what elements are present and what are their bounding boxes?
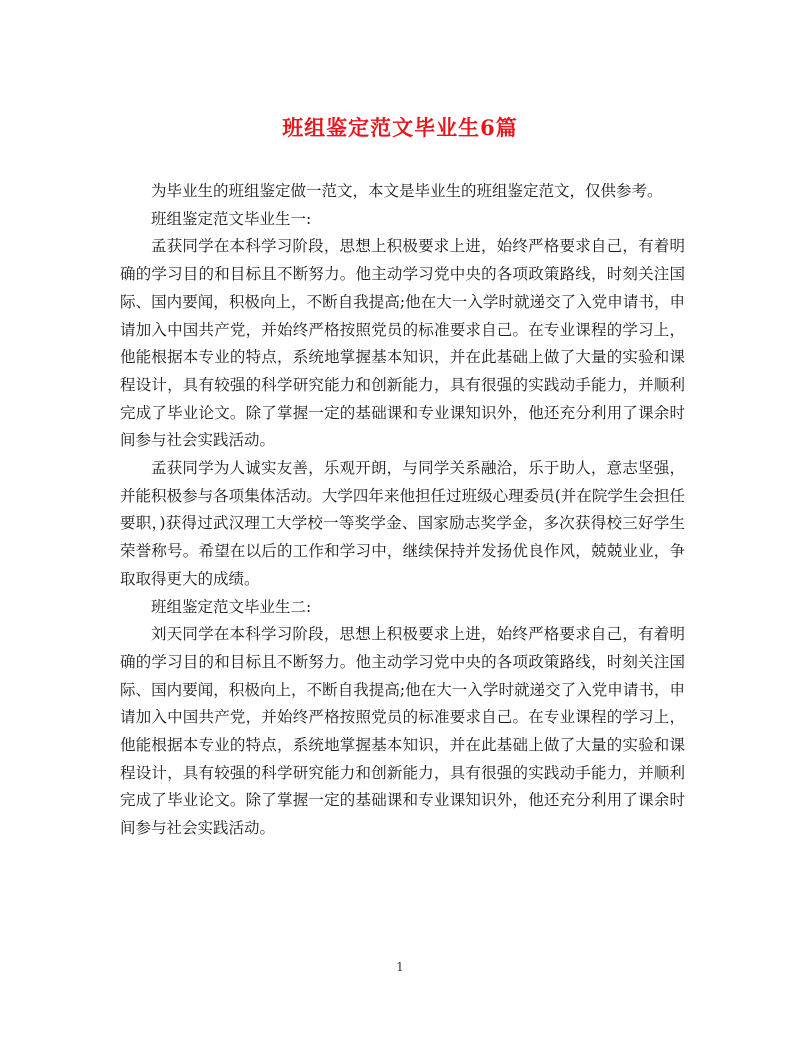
body-paragraph: 孟获同学为人诚实友善，乐观开朗，与同学关系融洽，乐于助人，意志坚强，并能积极参与各项集体活动。大学四年来他担任过班级心理委员(并在院学生会担任要职，)获得过武汉理工大学校一等奖学金、国家励志奖学金，多次获得校三好学生荣誉称号。希望在以后的工作和学习中，继续保持并发扬优良作风，兢兢业业，争取取得更大的成绩。 <box>120 459 685 588</box>
section-heading-two: 班组鉴定范文毕业生二: <box>151 597 312 616</box>
page-number: 1 <box>396 960 404 974</box>
intro-paragraph: 为毕业生的班组鉴定做一范文，本文是毕业生的班组鉴定范文，仅供参考。 <box>151 182 663 200</box>
body-paragraph: 孟获同学在本科学习阶段，思想上积极要求上进，始终严格要求自己，有着明确的学习目的和目标且不断努力。他主动学习党中央的各项政策路线，时刻关注国际、国内要闻，积极向上，不断自我提高;他在大一入学时就递交了入党申请书，申请加入中国共产党，并始终严格按照党员的标准要求自己。在专业课程的学习上，他能根据本专业的特点，系统地掌握基本知识，并在此基础上做了大量的实验和课程设计，具有较强的科学研究能力和创新能力，具有很强的实践动手能力，并顺利完成了毕业论文。除了掌握一定的基础课和专业课知识外，他还充分利用了课余时间参与社会实践活动。 <box>120 237 685 450</box>
document-title: 班组鉴定范文毕业生6篇 <box>282 115 518 140</box>
document-body <box>120 178 685 843</box>
body-paragraph: 刘天同学在本科学习阶段，思想上积极要求上进，始终严格要求自己，有着明确的学习目的和目标且不断努力。他主动学习党中央的各项政策路线，时刻关注国际、国内要闻，积极向上，不断自我提高;他在大一入学时就递交了入党申请书，申请加入中国共产党，并始终严格按照党员的标准要求自己。在专业课程的学习上，他能根据本专业的特点，系统地掌握基本知识，并在此基础上做了大量的实验和课程设计，具有较强的科学研究能力和创新能力，具有很强的实践动手能力，并顺利完成了毕业论文。除了掌握一定的基础课和专业课知识外，他还充分利用了课余时间参与社会实践活动。 <box>120 625 685 838</box>
section-heading-one: 班组鉴定范文毕业生一: <box>151 209 312 228</box>
